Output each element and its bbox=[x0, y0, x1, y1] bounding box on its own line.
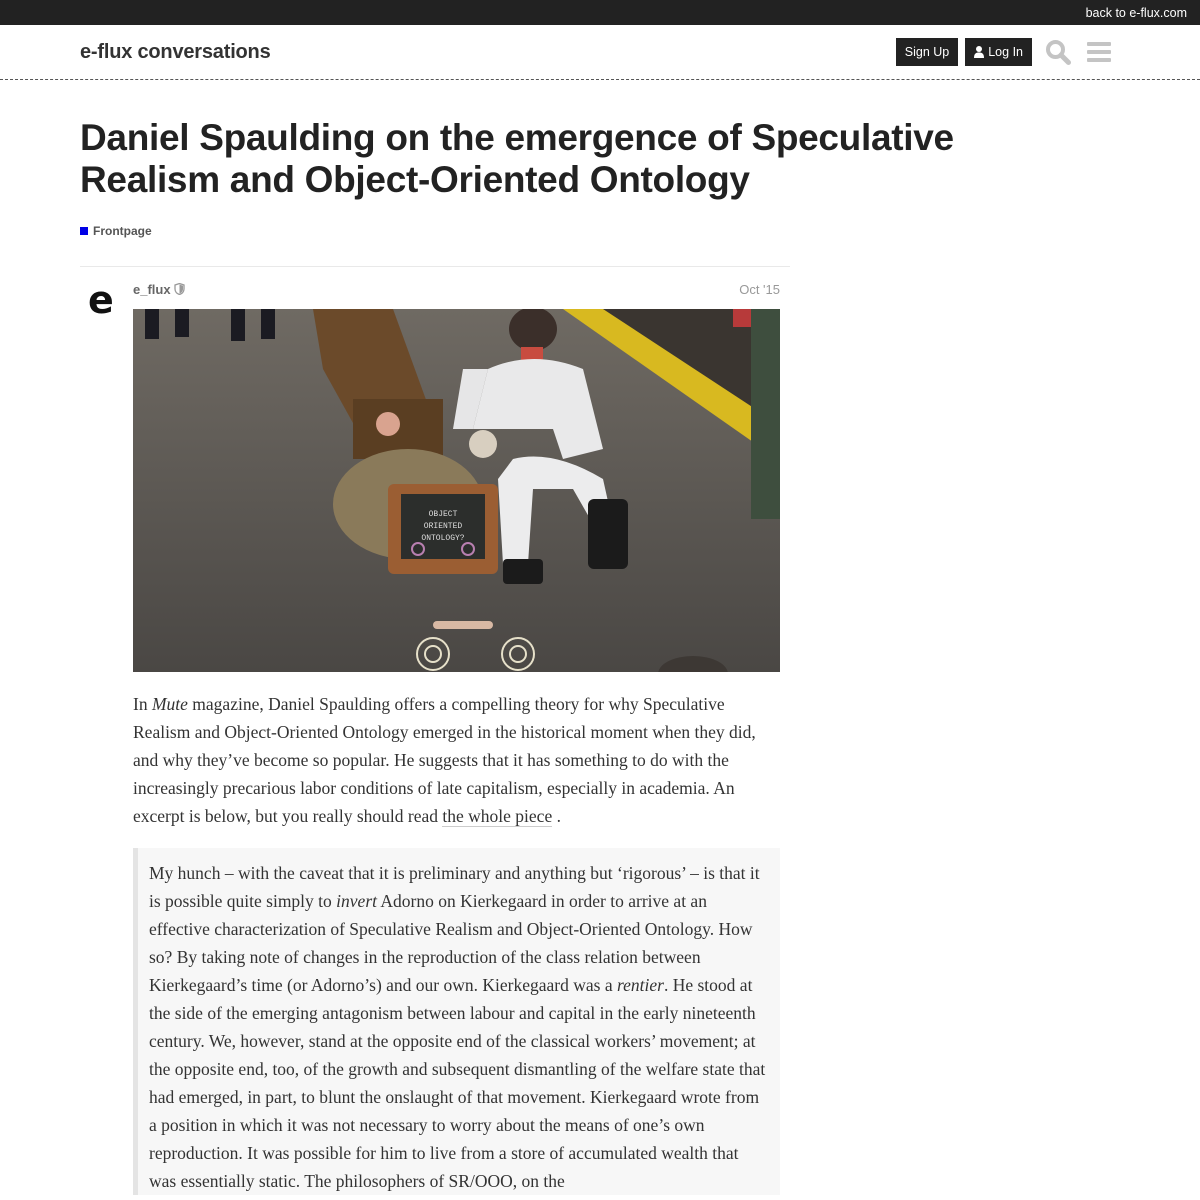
category-badge[interactable] bbox=[80, 224, 1120, 238]
post-date[interactable]: Oct '15 bbox=[739, 281, 780, 297]
log-in-label: Log In bbox=[988, 45, 1023, 59]
shield-icon bbox=[174, 283, 185, 295]
username[interactable]: e_flux bbox=[133, 281, 171, 297]
log-in-button[interactable] bbox=[965, 38, 1032, 66]
topic-header bbox=[0, 80, 1200, 238]
post-image[interactable] bbox=[133, 309, 780, 672]
avatar[interactable]: e bbox=[88, 278, 114, 322]
top-bar bbox=[0, 0, 1200, 25]
intro-text: In bbox=[133, 694, 152, 714]
sign-up-button[interactable]: Sign Up bbox=[896, 38, 958, 66]
svg-text:ORIENTED: ORIENTED bbox=[423, 522, 463, 531]
site-header bbox=[0, 25, 1200, 80]
intro-paragraph bbox=[133, 690, 783, 830]
quote-emphasis: invert bbox=[336, 891, 377, 911]
category-label: Frontpage bbox=[93, 224, 152, 238]
search-icon[interactable] bbox=[1044, 38, 1072, 66]
post-body bbox=[133, 690, 783, 830]
svg-text:OBJECT: OBJECT bbox=[428, 510, 458, 519]
post bbox=[0, 267, 790, 1195]
hamburger-menu-icon[interactable] bbox=[1086, 38, 1112, 66]
topic-title[interactable]: Daniel Spaulding on the emergence of Speculative Realism and Object-Oriented Ontology bbox=[80, 117, 954, 200]
intro-text: magazine, Daniel Spaulding offers a compelling theory for why Speculative Realism and Object-Oriented Ontology emerged in the historical moment when they did, and why they’ve become so popular. He suggests that it has something to do with the increasingly precarious labor conditions of late capitalism, especially in academia. An excerpt is below, but you really should read bbox=[133, 694, 756, 826]
quote-emphasis: rentier bbox=[616, 975, 664, 995]
svg-text:ONTOLOGY?: ONTOLOGY? bbox=[421, 534, 465, 543]
post-meta bbox=[133, 281, 790, 297]
quote-text: Adorno on Kierkegaard in order to arrive at an effective characterization of Speculative Realism and Object-Oriented Ontology. How so? By taking note of changes in the reproduction of the class relation between Kierkegaard’s time (or Adorno’s) and our own. Kierkegaard was a bbox=[149, 891, 753, 995]
excerpt-blockquote bbox=[133, 848, 780, 1195]
user-icon bbox=[974, 46, 984, 58]
whole-piece-link[interactable]: the whole piece bbox=[442, 806, 553, 826]
site-title[interactable]: e-flux conversations bbox=[80, 40, 271, 63]
category-color-swatch bbox=[80, 227, 88, 235]
header-actions bbox=[896, 38, 1112, 66]
quote-text: . He stood at the side of the emerging antagonism between labour and capital in the early nineteenth century. We, however, stand at the opposite end of the classical workers’ movement; at the opposite end, too, of the growth and subsequent dismantling of the welfare state that had emerged, in part, to blunt the onslaught of that movement. Kierkegaard wrote from a position in which it was not necessary to worry about the means of one’s own reproduction. It was possible for him to live from a store of accumulated wealth that was essentially static. The philosophers of SR/OOO, on the bbox=[149, 975, 766, 1191]
mute-magazine-title: Mute bbox=[151, 694, 188, 714]
quote-text: My hunch – with the caveat that it is preliminary and anything but ‘rigorous’ – is that it is possible quite simply to bbox=[149, 863, 760, 911]
intro-text: . bbox=[552, 806, 561, 826]
back-to-eflux-link[interactable]: back to e-flux.com bbox=[1085, 5, 1187, 20]
